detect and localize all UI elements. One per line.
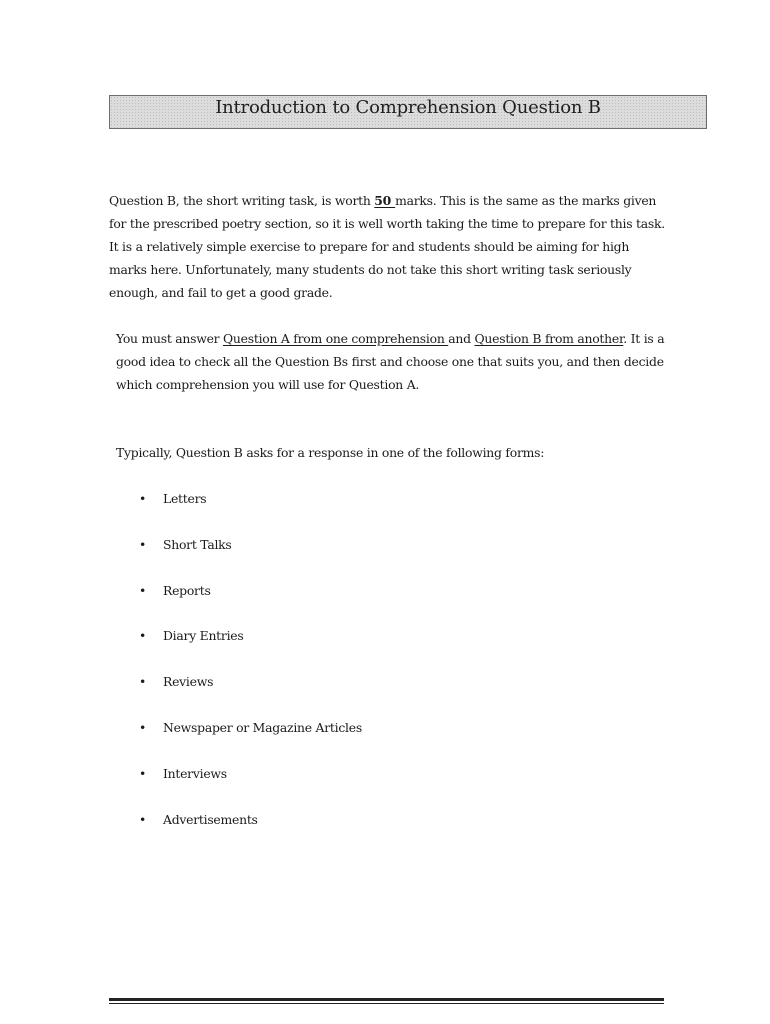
instructions-text-rest: . It is a good idea to check all the Question Bs first and choose one that suits you, and then decide which comprehension you will use for Question A. [116,331,665,392]
list-item-label: Reviews [163,674,214,690]
list-item-label: Diary Entries [163,628,244,644]
bullet-icon: • [139,811,147,827]
bullet-icon: • [139,582,147,598]
instructions-text-start: You must answer [116,331,224,346]
bullet-icon: • [139,765,147,781]
title-box [109,95,707,129]
list-item-label: Newspaper or Magazine Articles [163,719,362,735]
bullet-icon: • [139,628,147,644]
list-item-label: Letters [163,491,207,506]
instructions-paragraph [116,327,676,396]
bullet-icon: • [139,536,147,552]
marks-value: 50 [374,193,396,208]
list-item-label: Advertisements [163,811,258,827]
question-a-reference: Question A from one comprehension [223,331,449,346]
intro-text-rest: marks. This is the same as the marks given for the prescribed poetry section, so it is well worth taking the time to prepare for this task. It is a relatively simple exercise to prepare for and students should be aiming for high marks here. Unfortunately, many students do not take this short writing task seriously enough, and fail to get a good grade. [109,193,665,300]
bullet-icon: • [139,491,147,506]
question-b-reference: Question B from another [474,331,624,346]
bullet-icon: • [139,719,147,735]
footer-divider [109,998,664,1004]
forms-intro-paragraph: Typically, Question B asks for a response in one of the following forms: [116,445,545,460]
intro-paragraph [109,189,669,304]
bullet-icon: • [139,674,147,690]
list-item-label: Reports [163,582,211,598]
list-item-label: Interviews [163,765,227,781]
page-title: Introduction to Comprehension Question B [215,97,601,118]
list-item-label: Short Talks [163,536,232,552]
instructions-text-middle: and [448,331,475,346]
intro-text-start: Question B, the short writing task, is worth [109,193,375,208]
